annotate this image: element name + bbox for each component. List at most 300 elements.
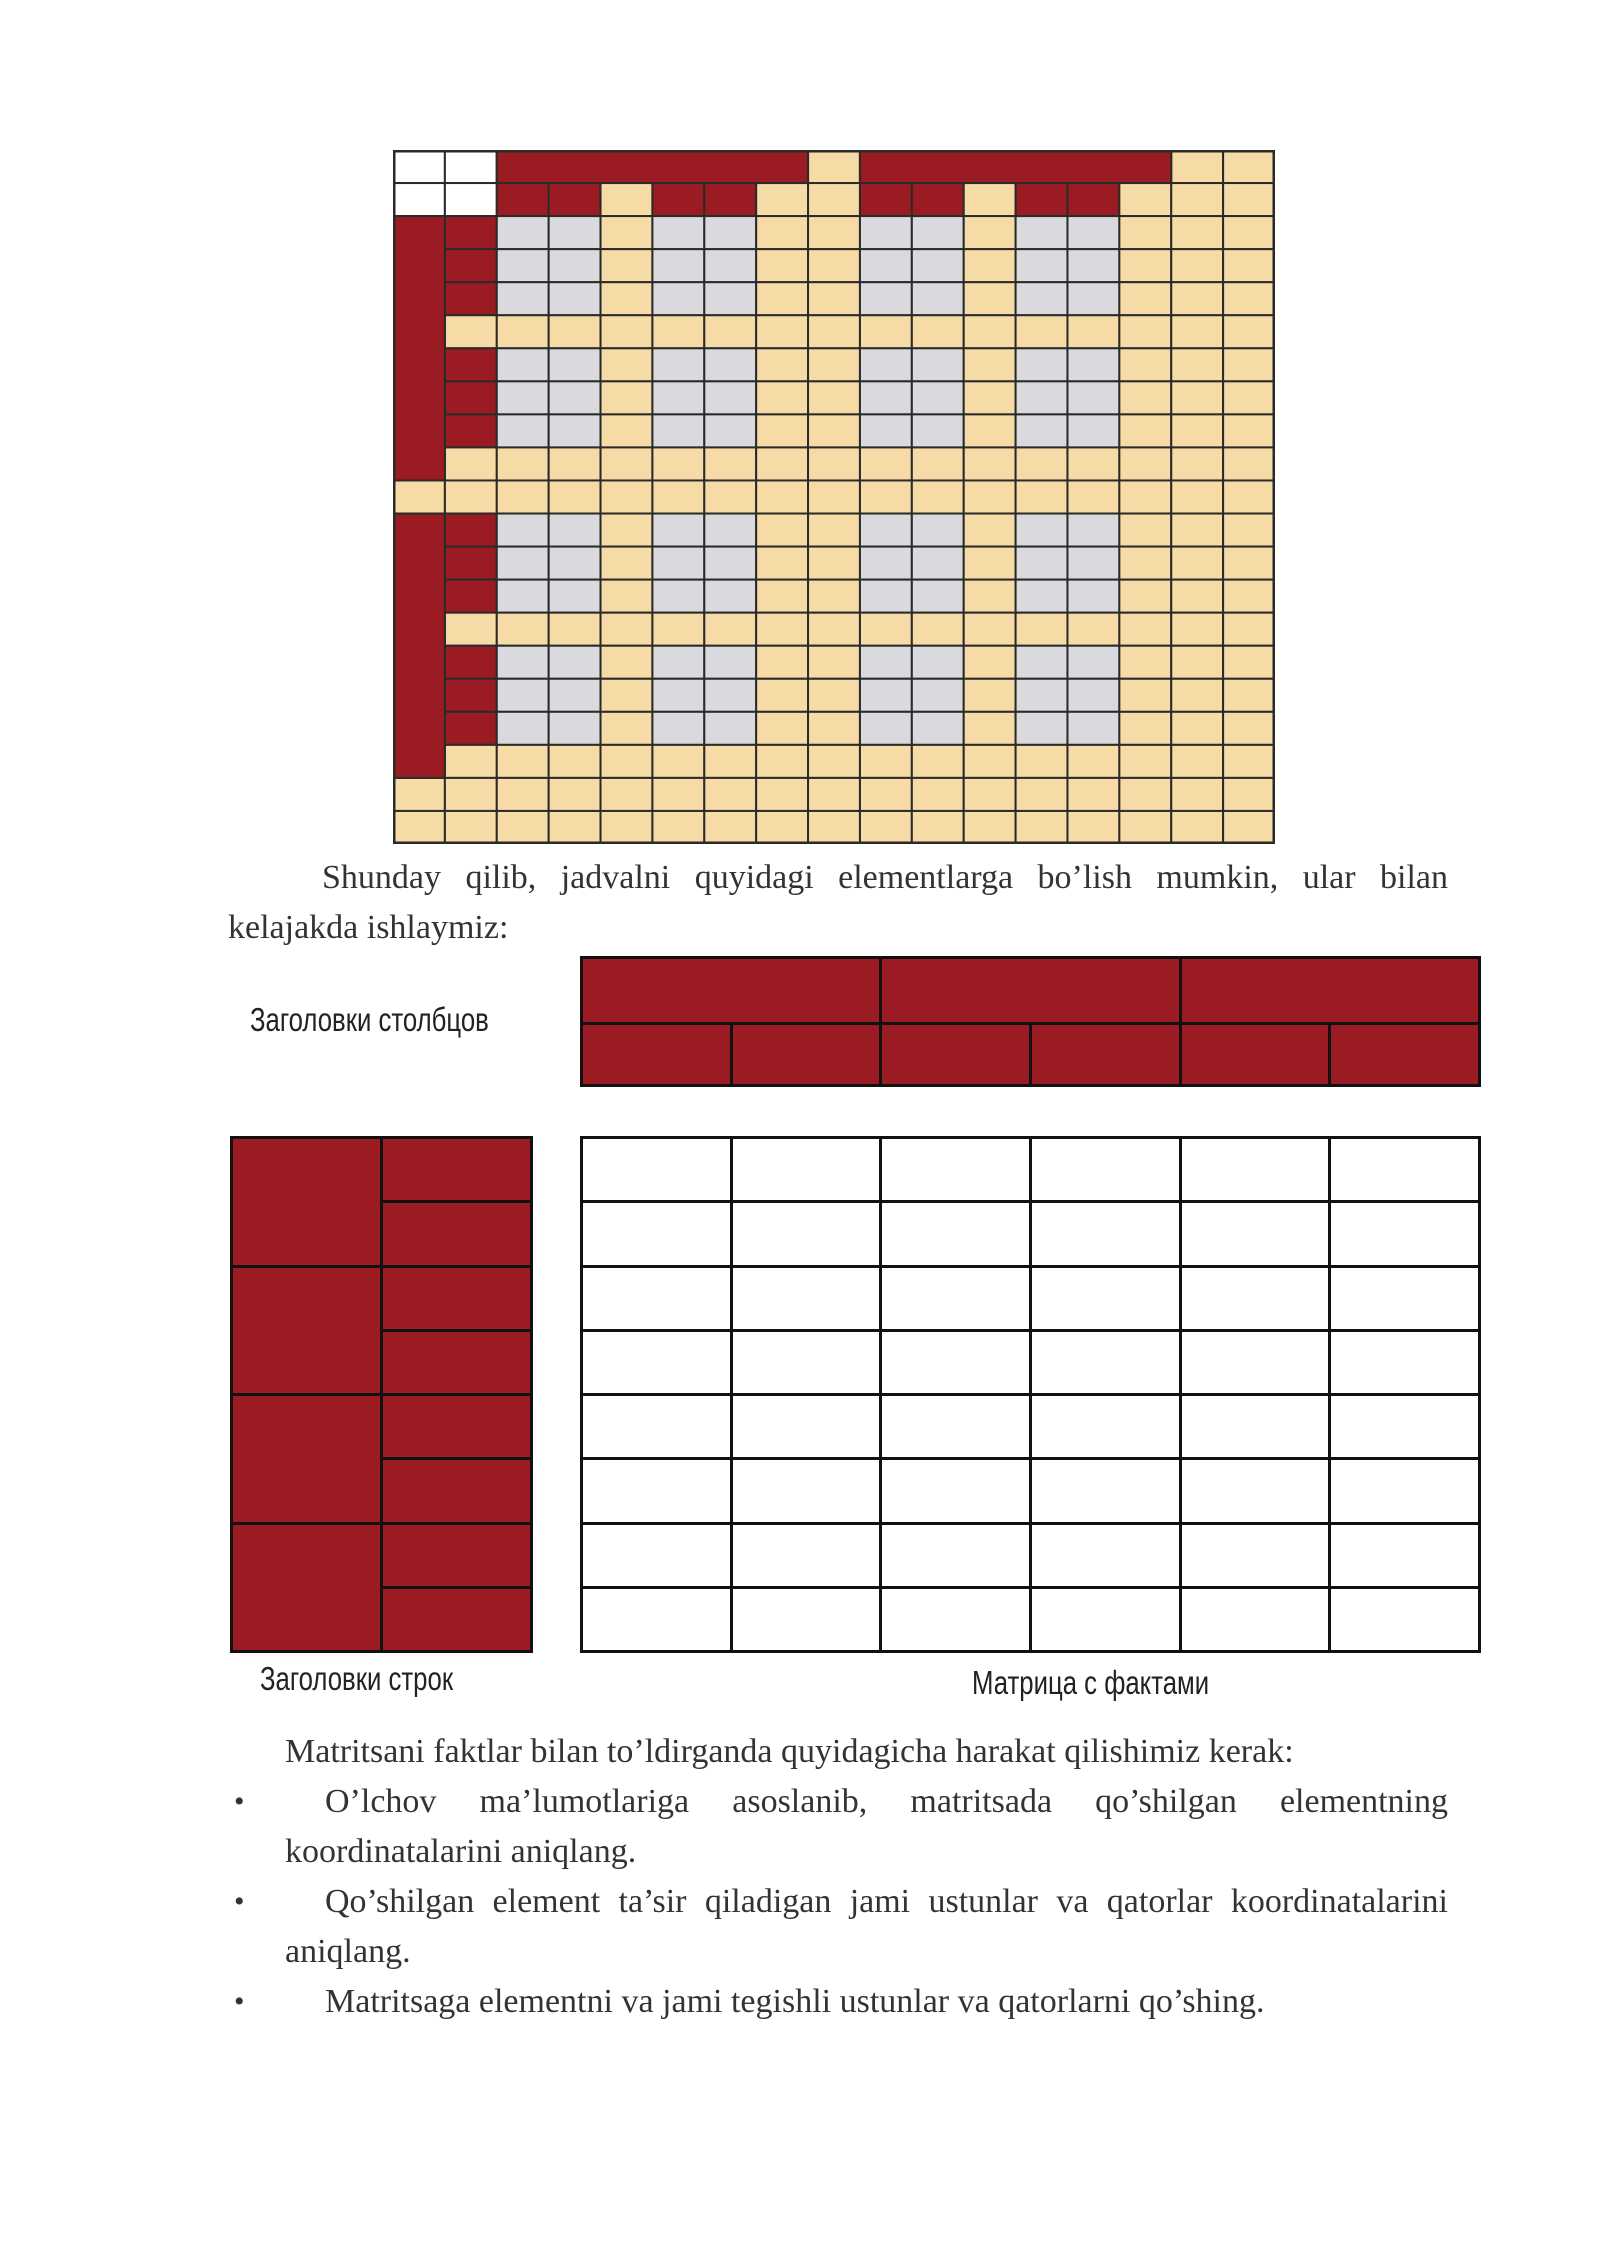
grid-cell: [964, 381, 1016, 414]
grid-cell: [860, 811, 912, 844]
grid-cell: [808, 480, 860, 513]
grid-cell: [601, 778, 653, 811]
grid-cell: [964, 745, 1016, 778]
paragraph-steps-intro: Matritsani faktlar bilan to’ldirganda quyidagicha harakat qilishimiz kerak:: [285, 1733, 1294, 1770]
column-header-cell: [1016, 183, 1068, 216]
grid-cell: [912, 447, 964, 480]
grid-cell: [1171, 315, 1223, 348]
grid-cell: [1171, 150, 1223, 183]
fact-cell: [912, 646, 964, 679]
grid-cell: [756, 249, 808, 282]
grid-cell: [756, 183, 808, 216]
grid-cell: [601, 745, 653, 778]
fact-cell: [652, 249, 704, 282]
grid-cell: [1171, 514, 1223, 547]
grid-cell: [601, 447, 653, 480]
list-item: • Qo’shilgan element ta’sir qiladigan jami ustunlar va qatorlar koordinatalarini aniqlang.: [228, 1877, 1448, 1977]
column-header-cell: [580, 1022, 733, 1087]
grid-cell: [964, 216, 1016, 249]
fact-cell: [879, 1265, 1032, 1332]
fact-cell: [704, 712, 756, 745]
fact-cell: [860, 348, 912, 381]
grid-cell: [1016, 745, 1068, 778]
row-header-cell: [445, 249, 497, 282]
grid-cell: [1223, 348, 1275, 381]
fact-cell: [1067, 712, 1119, 745]
grid-cell: [601, 183, 653, 216]
column-header-group-cell: [879, 956, 1181, 1025]
fact-cell: [912, 514, 964, 547]
grid-cell: [808, 249, 860, 282]
fact-cell: [1067, 249, 1119, 282]
grid-cell: [497, 315, 549, 348]
column-header-group: [497, 150, 808, 183]
fact-cell: [549, 381, 601, 414]
fact-cell: [497, 547, 549, 580]
fact-cell: [704, 414, 756, 447]
column-header-group-cell: [1179, 956, 1481, 1025]
grid-cell: [393, 480, 445, 513]
grid-cell: [1171, 679, 1223, 712]
grid-cell: [1119, 613, 1171, 646]
fact-cell: [730, 1586, 883, 1653]
grid-cell: [808, 315, 860, 348]
column-header-group: [860, 150, 1171, 183]
fact-cell: [860, 414, 912, 447]
grid-cell: [497, 613, 549, 646]
fact-cell: [497, 646, 549, 679]
grid-cell: [1016, 613, 1068, 646]
row-header-cell: [380, 1200, 533, 1267]
fact-cell: [549, 216, 601, 249]
fact-cell: [1067, 348, 1119, 381]
grid-cell: [756, 447, 808, 480]
fact-cell: [497, 414, 549, 447]
fact-cell: [1179, 1136, 1332, 1203]
fact-cell: [1179, 1200, 1332, 1267]
fact-cell: [1328, 1393, 1481, 1460]
fact-cell: [912, 216, 964, 249]
fact-cell: [1179, 1329, 1332, 1396]
grid-cell: [756, 414, 808, 447]
grid-cell: [1223, 712, 1275, 745]
fact-cell: [730, 1265, 883, 1332]
grid-cell: [497, 447, 549, 480]
grid-cell: [756, 315, 808, 348]
row-header-cell: [380, 1522, 533, 1589]
fact-cell: [879, 1200, 1032, 1267]
fact-cell: [879, 1457, 1032, 1524]
grid-cell: [601, 381, 653, 414]
grid-cell: [1016, 811, 1068, 844]
grid-cell: [601, 414, 653, 447]
fact-cell: [1016, 216, 1068, 249]
fact-cell: [1029, 1393, 1182, 1460]
row-header-cell: [380, 1329, 533, 1396]
grid-cell: [808, 447, 860, 480]
grid-cell: [1171, 348, 1223, 381]
fact-cell: [730, 1393, 883, 1460]
row-header-cell: [380, 1393, 533, 1460]
fact-cell: [1016, 679, 1068, 712]
row-header-cell: [445, 514, 497, 547]
row-header-cell: [445, 580, 497, 613]
table-structure-illustration: [393, 150, 1275, 844]
grid-cell: [1119, 745, 1171, 778]
fact-cell: [652, 580, 704, 613]
fact-cell: [652, 679, 704, 712]
grid-cell: [601, 811, 653, 844]
row-header-cell: [445, 414, 497, 447]
fact-cell: [580, 1200, 733, 1267]
grid-cell: [756, 514, 808, 547]
fact-cell: [497, 580, 549, 613]
fact-cell: [704, 514, 756, 547]
column-header-cell: [1328, 1022, 1481, 1087]
grid-cell: [1067, 811, 1119, 844]
grid-cell: [1223, 249, 1275, 282]
fact-cell: [497, 514, 549, 547]
fact-cell: [1029, 1200, 1182, 1267]
fact-cell: [652, 712, 704, 745]
bullet-icon: •: [234, 1885, 245, 1918]
fact-cell: [497, 282, 549, 315]
grid-cell: [1223, 480, 1275, 513]
fact-cell: [497, 679, 549, 712]
fact-cell: [860, 514, 912, 547]
grid-cell: [1171, 282, 1223, 315]
grid-cell: [445, 315, 497, 348]
label-facts-matrix: Матрица с фактами: [972, 1664, 1210, 1701]
fact-cell: [860, 216, 912, 249]
fact-cell: [912, 282, 964, 315]
grid-cell: [704, 480, 756, 513]
fact-cell: [860, 282, 912, 315]
grid-cell: [497, 745, 549, 778]
grid-cell: [1119, 381, 1171, 414]
fact-cell: [652, 646, 704, 679]
row-header-cell: [445, 381, 497, 414]
grid-cell: [601, 282, 653, 315]
grid-cell: [912, 811, 964, 844]
grid-cell: [964, 414, 1016, 447]
fact-cell: [1328, 1522, 1481, 1589]
grid-cell: [912, 778, 964, 811]
grid-cell: [912, 315, 964, 348]
column-header-cell: [652, 183, 704, 216]
grid-cell: [1223, 183, 1275, 216]
grid-cell: [1119, 249, 1171, 282]
fact-cell: [549, 348, 601, 381]
row-header-cell: [380, 1457, 533, 1524]
grid-cell: [964, 282, 1016, 315]
grid-cell: [860, 447, 912, 480]
corner-cell: [445, 183, 497, 216]
grid-cell: [808, 580, 860, 613]
grid-cell: [1119, 183, 1171, 216]
grid-cell: [497, 480, 549, 513]
grid-cell: [1119, 679, 1171, 712]
row-header-cell: [380, 1136, 533, 1203]
fact-cell: [730, 1136, 883, 1203]
column-header-cell: [704, 183, 756, 216]
grid-cell: [1171, 381, 1223, 414]
grid-cell: [964, 447, 1016, 480]
column-header-cell: [912, 183, 964, 216]
grid-cell: [1171, 547, 1223, 580]
fact-cell: [912, 712, 964, 745]
fact-cell: [704, 381, 756, 414]
grid-cell: [652, 613, 704, 646]
grid-cell: [1223, 613, 1275, 646]
grid-cell: [601, 613, 653, 646]
fact-cell: [1179, 1457, 1332, 1524]
column-header-cell: [497, 183, 549, 216]
grid-cell: [860, 778, 912, 811]
grid-cell: [1171, 183, 1223, 216]
grid-cell: [652, 447, 704, 480]
fact-cell: [704, 348, 756, 381]
row-header-cell: [445, 348, 497, 381]
grid-cell: [808, 150, 860, 183]
grid-cell: [1119, 315, 1171, 348]
column-header-cell: [860, 183, 912, 216]
fact-cell: [549, 514, 601, 547]
grid-cell: [1171, 414, 1223, 447]
grid-cell: [393, 778, 445, 811]
corner-cell: [393, 150, 445, 183]
grid-cell: [1171, 216, 1223, 249]
grid-cell: [601, 216, 653, 249]
column-header-cell: [1029, 1022, 1182, 1087]
grid-cell: [445, 447, 497, 480]
fact-cell: [1067, 580, 1119, 613]
grid-cell: [756, 811, 808, 844]
grid-cell: [1119, 480, 1171, 513]
grid-cell: [808, 811, 860, 844]
fact-cell: [912, 249, 964, 282]
fact-cell: [912, 381, 964, 414]
fact-cell: [1179, 1522, 1332, 1589]
steps-list: [228, 1777, 1448, 2027]
fact-cell: [1067, 414, 1119, 447]
fact-cell: [1067, 514, 1119, 547]
column-header-cell: [549, 183, 601, 216]
fact-cell: [1179, 1586, 1332, 1653]
grid-cell: [549, 447, 601, 480]
fact-cell: [1067, 646, 1119, 679]
grid-cell: [652, 745, 704, 778]
fact-cell: [860, 381, 912, 414]
grid-cell: [756, 745, 808, 778]
fact-cell: [860, 249, 912, 282]
grid-cell: [1171, 480, 1223, 513]
grid-cell: [652, 480, 704, 513]
grid-cell: [601, 712, 653, 745]
fact-cell: [549, 580, 601, 613]
fact-cell: [1328, 1586, 1481, 1653]
grid-cell: [445, 613, 497, 646]
fact-cell: [497, 712, 549, 745]
fact-cell: [860, 547, 912, 580]
list-item: • Matritsaga elementni va jami tegishli ustunlar va qatorlarni qo’shing.: [228, 1977, 1448, 2027]
grid-cell: [808, 778, 860, 811]
grid-cell: [1119, 712, 1171, 745]
corner-cell: [393, 183, 445, 216]
grid-cell: [704, 315, 756, 348]
grid-cell: [1119, 414, 1171, 447]
grid-cell: [808, 183, 860, 216]
grid-cell: [1067, 613, 1119, 646]
grid-cell: [1171, 580, 1223, 613]
list-item: • O’lchov ma’lumotlariga asoslanib, matritsada qo’shilgan elementning koordinatalarini aniqlang.: [228, 1777, 1448, 1877]
grid-cell: [1223, 646, 1275, 679]
grid-cell: [912, 613, 964, 646]
grid-cell: [601, 315, 653, 348]
fact-cell: [1029, 1136, 1182, 1203]
grid-cell: [1119, 282, 1171, 315]
grid-cell: [549, 811, 601, 844]
grid-cell: [1171, 249, 1223, 282]
grid-cell: [964, 348, 1016, 381]
row-header-cell: [445, 679, 497, 712]
grid-cell: [1119, 514, 1171, 547]
grid-cell: [964, 547, 1016, 580]
fact-cell: [860, 580, 912, 613]
fact-cell: [652, 514, 704, 547]
row-header-group-cell: [230, 1522, 383, 1654]
row-header-cell: [380, 1265, 533, 1332]
grid-cell: [756, 580, 808, 613]
grid-cell: [1119, 811, 1171, 844]
row-header-group-cell: [230, 1136, 383, 1268]
bullet-icon: •: [234, 1985, 245, 2018]
fact-cell: [580, 1329, 733, 1396]
grid-cell: [808, 514, 860, 547]
fact-cell: [580, 1393, 733, 1460]
grid-cell: [601, 249, 653, 282]
row-header-group: [393, 514, 445, 778]
column-header-cell: [879, 1022, 1032, 1087]
column-header-cell: [730, 1022, 883, 1087]
fact-cell: [652, 414, 704, 447]
grid-cell: [756, 778, 808, 811]
grid-cell: [964, 480, 1016, 513]
fact-cell: [1067, 547, 1119, 580]
fact-cell: [497, 381, 549, 414]
fact-cell: [730, 1329, 883, 1396]
grid-cell: [860, 315, 912, 348]
grid-cell: [1171, 745, 1223, 778]
fact-cell: [912, 348, 964, 381]
fact-cell: [1029, 1586, 1182, 1653]
row-header-cell: [445, 547, 497, 580]
grid-cell: [1119, 216, 1171, 249]
grid-cell: [808, 414, 860, 447]
fact-cell: [1016, 580, 1068, 613]
grid-cell: [912, 480, 964, 513]
grid-cell: [652, 315, 704, 348]
grid-cell: [964, 613, 1016, 646]
fact-cell: [1067, 282, 1119, 315]
grid-cell: [808, 547, 860, 580]
grid-cell: [549, 778, 601, 811]
grid-cell: [964, 811, 1016, 844]
fact-cell: [879, 1393, 1032, 1460]
grid-cell: [1016, 315, 1068, 348]
grid-cell: [1223, 315, 1275, 348]
fact-cell: [580, 1457, 733, 1524]
fact-cell: [1016, 381, 1068, 414]
fact-cell: [730, 1457, 883, 1524]
grid-cell: [1067, 480, 1119, 513]
fact-cell: [549, 249, 601, 282]
grid-cell: [1119, 547, 1171, 580]
fact-cell: [497, 348, 549, 381]
fact-cell: [1016, 282, 1068, 315]
grid-cell: [704, 745, 756, 778]
grid-cell: [964, 249, 1016, 282]
grid-cell: [808, 646, 860, 679]
grid-cell: [1016, 447, 1068, 480]
fact-cell: [879, 1136, 1032, 1203]
grid-cell: [1223, 580, 1275, 613]
grid-cell: [756, 613, 808, 646]
grid-cell: [445, 778, 497, 811]
fact-cell: [1067, 216, 1119, 249]
fact-cell: [580, 1136, 733, 1203]
grid-cell: [1223, 282, 1275, 315]
fact-cell: [1016, 646, 1068, 679]
bullet-icon: •: [234, 1785, 245, 1818]
fact-cell: [1016, 249, 1068, 282]
row-header-cell: [445, 216, 497, 249]
fact-cell: [549, 547, 601, 580]
grid-cell: [1223, 679, 1275, 712]
grid-cell: [808, 282, 860, 315]
fact-cell: [1029, 1457, 1182, 1524]
grid-cell: [497, 811, 549, 844]
fact-cell: [580, 1522, 733, 1589]
grid-cell: [704, 613, 756, 646]
row-header-cell: [445, 712, 497, 745]
grid-cell: [860, 480, 912, 513]
fact-cell: [1067, 679, 1119, 712]
grid-cell: [756, 480, 808, 513]
fact-cell: [580, 1586, 733, 1653]
grid-cell: [704, 778, 756, 811]
grid-cell: [1119, 778, 1171, 811]
grid-cell: [1016, 778, 1068, 811]
fact-cell: [860, 646, 912, 679]
row-header-group: [393, 216, 445, 480]
column-header-group-cell: [580, 956, 882, 1025]
fact-cell: [1067, 381, 1119, 414]
fact-cell: [497, 249, 549, 282]
grid-cell: [860, 745, 912, 778]
grid-cell: [1223, 381, 1275, 414]
label-row-headers: Заголовки строк: [260, 1660, 454, 1697]
grid-cell: [445, 811, 497, 844]
grid-cell: [808, 216, 860, 249]
fact-cell: [860, 712, 912, 745]
fact-cell: [1016, 348, 1068, 381]
grid-cell: [497, 778, 549, 811]
grid-cell: [1223, 547, 1275, 580]
grid-cell: [1223, 150, 1275, 183]
fact-cell: [879, 1586, 1032, 1653]
grid-cell: [1223, 514, 1275, 547]
